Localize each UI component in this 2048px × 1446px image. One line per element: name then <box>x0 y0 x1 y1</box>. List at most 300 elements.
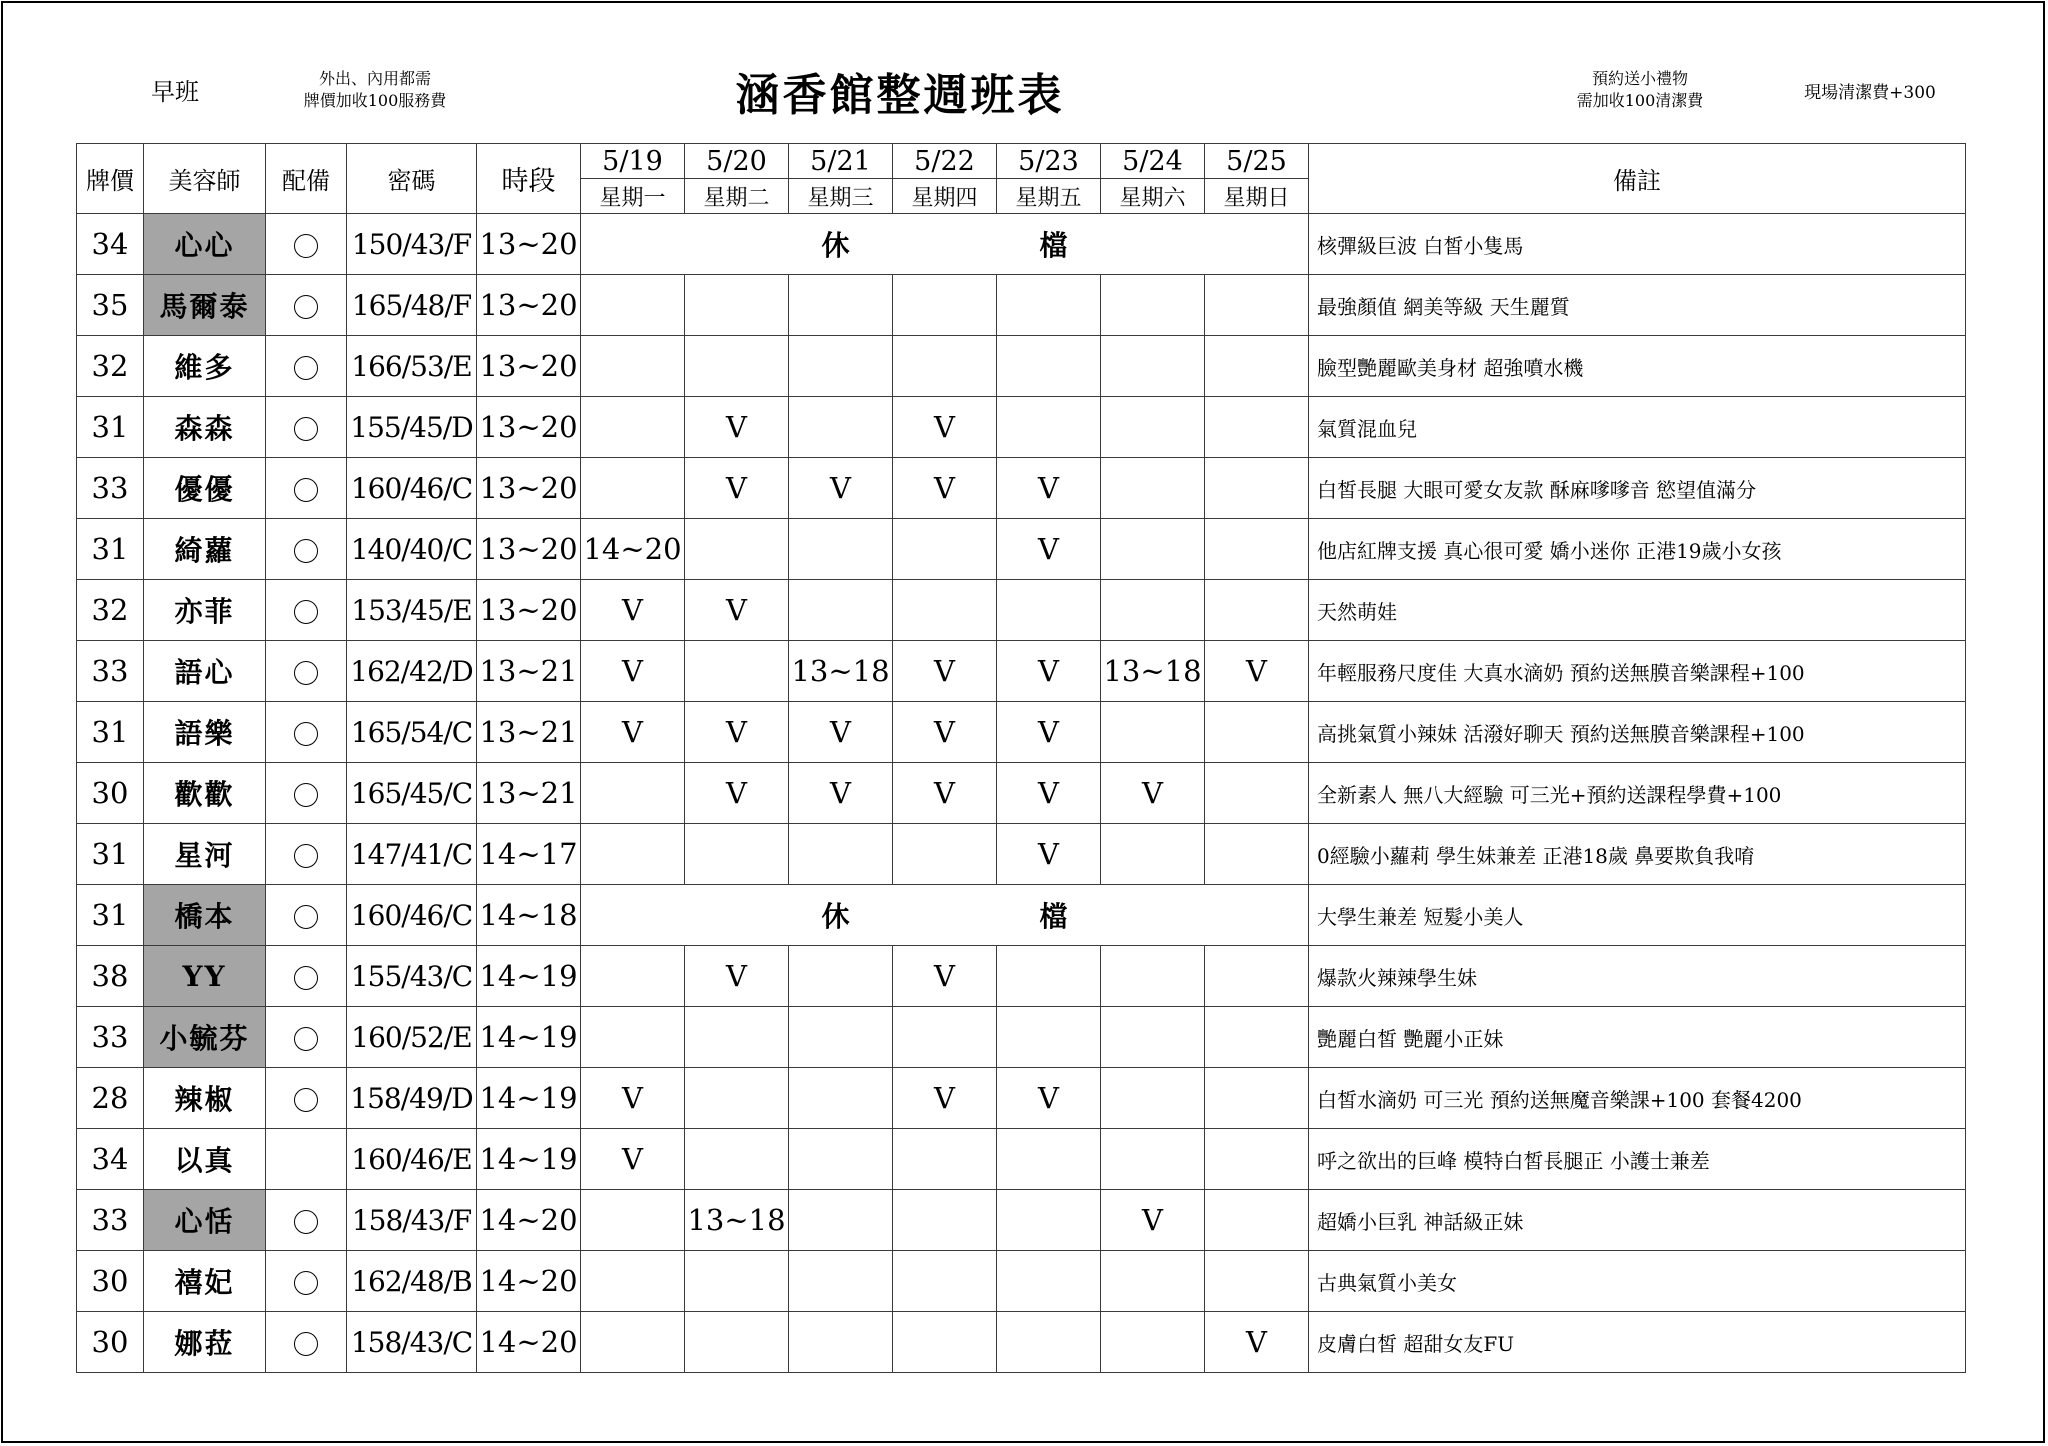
equip-cell <box>266 824 347 885</box>
circle-icon <box>294 417 318 441</box>
time-cell: 14~18 <box>477 885 581 946</box>
code-cell: 166/53/E <box>347 336 477 397</box>
cleaning-fee-note: 現場清潔費+300 <box>1804 83 1936 103</box>
day-cell: V <box>1101 763 1205 824</box>
day-cell <box>1101 458 1205 519</box>
header-row-dates <box>77 144 1966 179</box>
day-cell <box>997 1129 1101 1190</box>
time-cell: 14~17 <box>477 824 581 885</box>
code-cell: 165/54/C <box>347 702 477 763</box>
time-cell: 13~20 <box>477 519 581 580</box>
service-fee-note-line2: 牌價加收100服務費 <box>303 90 447 110</box>
remark-cell: 臉型艷麗歐美身材 超強噴水機 <box>1309 336 1966 397</box>
day-cell: V <box>789 702 893 763</box>
day-cell <box>1205 336 1309 397</box>
day-cell <box>1205 763 1309 824</box>
day-cell <box>1101 397 1205 458</box>
price-cell: 31 <box>77 397 144 458</box>
table-row <box>77 824 1966 885</box>
day-cell: V <box>997 824 1101 885</box>
remark-cell: 白皙長腿 大眼可愛女友款 酥麻嗲嗲音 慾望值滿分 <box>1309 458 1966 519</box>
price-cell: 34 <box>77 214 144 275</box>
day-cell <box>581 397 685 458</box>
beautician-name: 小毓芬 <box>144 1007 266 1068</box>
day-cell: 13~18 <box>685 1190 789 1251</box>
remark-cell: 氣質混血兒 <box>1309 397 1966 458</box>
day-cell: V <box>893 458 997 519</box>
code-cell: 158/43/F <box>347 1190 477 1251</box>
day-cell: V <box>685 763 789 824</box>
remark-cell: 古典氣質小美女 <box>1309 1251 1966 1312</box>
time-cell: 13~21 <box>477 641 581 702</box>
price-cell: 31 <box>77 702 144 763</box>
remark-cell: 爆款火辣辣學生妹 <box>1309 946 1966 1007</box>
col-weekday: 星期六 <box>1101 179 1205 214</box>
col-date: 5/20 <box>685 144 789 179</box>
day-cell <box>1205 580 1309 641</box>
day-cell <box>685 641 789 702</box>
page-title: 涵香館整週班表 <box>735 70 1065 121</box>
day-cell: V <box>685 458 789 519</box>
day-cell: V <box>893 702 997 763</box>
day-cell <box>1205 1068 1309 1129</box>
circle-icon <box>294 600 318 624</box>
circle-icon <box>294 539 318 563</box>
day-cell: V <box>789 763 893 824</box>
day-cell: 13~18 <box>789 641 893 702</box>
day-cell <box>997 275 1101 336</box>
equip-cell <box>266 1068 347 1129</box>
day-cell <box>685 519 789 580</box>
day-cell: V <box>1205 641 1309 702</box>
price-cell: 33 <box>77 458 144 519</box>
day-cell <box>685 1312 789 1373</box>
remark-cell: 超嬌小巨乳 神話級正妹 <box>1309 1190 1966 1251</box>
code-cell: 155/43/C <box>347 946 477 1007</box>
day-cell: V <box>893 641 997 702</box>
price-cell: 28 <box>77 1068 144 1129</box>
remark-cell: 呼之欲出的巨峰 模特白皙長腿正 小護士兼差 <box>1309 1129 1966 1190</box>
col-date: 5/24 <box>1101 144 1205 179</box>
day-cell <box>685 336 789 397</box>
day-cell <box>893 275 997 336</box>
price-cell: 33 <box>77 1007 144 1068</box>
table-row <box>77 641 1966 702</box>
beautician-name: 橋本 <box>144 885 266 946</box>
table-row <box>77 214 1966 275</box>
equip-cell <box>266 1251 347 1312</box>
day-cell <box>685 824 789 885</box>
day-cell <box>1205 1190 1309 1251</box>
day-cell <box>1101 275 1205 336</box>
day-cell <box>581 763 685 824</box>
day-cell <box>997 580 1101 641</box>
day-cell: V <box>685 397 789 458</box>
time-cell: 13~20 <box>477 397 581 458</box>
day-cell <box>789 1251 893 1312</box>
beautician-name: 亦菲 <box>144 580 266 641</box>
col-weekday: 星期一 <box>581 179 685 214</box>
day-cell <box>893 1312 997 1373</box>
code-cell: 162/42/D <box>347 641 477 702</box>
circle-icon <box>294 722 318 746</box>
price-cell: 31 <box>77 519 144 580</box>
beautician-name: 娜菈 <box>144 1312 266 1373</box>
remark-cell: 皮膚白皙 超甜女友FU <box>1309 1312 1966 1373</box>
time-cell: 14~19 <box>477 946 581 1007</box>
col-remark: 備註 <box>1309 144 1966 214</box>
circle-icon <box>294 661 318 685</box>
day-cell <box>1205 702 1309 763</box>
table-row <box>77 336 1966 397</box>
price-cell: 38 <box>77 946 144 1007</box>
time-cell: 14~20 <box>477 1190 581 1251</box>
table-row <box>77 1251 1966 1312</box>
day-cell <box>789 1190 893 1251</box>
col-equip: 配備 <box>266 144 347 214</box>
day-cell <box>1205 519 1309 580</box>
equip-cell <box>266 885 347 946</box>
beautician-name: 綺蘿 <box>144 519 266 580</box>
day-cell: V <box>997 702 1101 763</box>
day-cell <box>581 275 685 336</box>
code-cell: 160/52/E <box>347 1007 477 1068</box>
day-cell <box>1101 1068 1205 1129</box>
day-cell: V <box>581 641 685 702</box>
circle-icon <box>294 966 318 990</box>
day-cell <box>997 1312 1101 1373</box>
day-cell <box>1205 1251 1309 1312</box>
day-cell <box>581 946 685 1007</box>
circle-icon <box>294 478 318 502</box>
price-cell: 30 <box>77 1312 144 1373</box>
time-cell: 13~20 <box>477 580 581 641</box>
price-cell: 33 <box>77 1190 144 1251</box>
day-cell <box>789 824 893 885</box>
day-cell <box>581 1251 685 1312</box>
col-weekday: 星期五 <box>997 179 1101 214</box>
col-price: 牌價 <box>77 144 144 214</box>
day-cell <box>789 580 893 641</box>
remark-cell: 全新素人 無八大經驗 可三光+預約送課程學費+100 <box>1309 763 1966 824</box>
gift-note-line1: 預約送小禮物 <box>1591 69 1688 88</box>
price-cell: 30 <box>77 1251 144 1312</box>
equip-cell <box>266 763 347 824</box>
table-row <box>77 885 1966 946</box>
table-row <box>77 1312 1966 1373</box>
equip-cell <box>266 580 347 641</box>
equip-cell <box>266 1312 347 1373</box>
day-cell <box>997 397 1101 458</box>
day-cell: V <box>581 580 685 641</box>
equip-cell <box>266 397 347 458</box>
equip-cell <box>266 214 347 275</box>
price-cell: 34 <box>77 1129 144 1190</box>
day-cell <box>1101 580 1205 641</box>
day-cell <box>685 1068 789 1129</box>
table-row <box>77 1007 1966 1068</box>
remark-cell: 最強顏值 網美等級 天生麗質 <box>1309 275 1966 336</box>
day-cell <box>789 1129 893 1190</box>
day-cell <box>685 1129 789 1190</box>
equip-cell <box>266 336 347 397</box>
time-cell: 13~20 <box>477 458 581 519</box>
price-cell: 30 <box>77 763 144 824</box>
table-row <box>77 946 1966 1007</box>
day-cell: V <box>997 763 1101 824</box>
day-cell: 14~20 <box>581 519 685 580</box>
beautician-name: 心心 <box>144 214 266 275</box>
day-cell: V <box>893 397 997 458</box>
beautician-name: 心恬 <box>144 1190 266 1251</box>
circle-icon <box>294 1210 318 1234</box>
equip-cell <box>266 1190 347 1251</box>
day-cell <box>685 1251 789 1312</box>
day-cell <box>789 1068 893 1129</box>
day-cell: V <box>997 1068 1101 1129</box>
day-cell <box>581 458 685 519</box>
day-cell <box>893 1251 997 1312</box>
table-row <box>77 275 1966 336</box>
day-cell <box>997 1251 1101 1312</box>
price-cell: 32 <box>77 336 144 397</box>
col-date: 5/22 <box>893 144 997 179</box>
col-name: 美容師 <box>144 144 266 214</box>
equip-cell <box>266 946 347 1007</box>
day-cell: V <box>997 519 1101 580</box>
day-cell: V <box>893 763 997 824</box>
day-cell <box>789 336 893 397</box>
table-row <box>77 763 1966 824</box>
code-cell: 158/49/D <box>347 1068 477 1129</box>
circle-icon <box>294 234 318 258</box>
day-cell: V <box>789 458 893 519</box>
price-cell: 35 <box>77 275 144 336</box>
code-cell: 158/43/C <box>347 1312 477 1373</box>
table-row <box>77 397 1966 458</box>
remark-cell: 0經驗小蘿莉 學生妹兼差 正港18歲 鼻要欺負我唷 <box>1309 824 1966 885</box>
schedule-table <box>76 143 1966 1373</box>
col-weekday: 星期四 <box>893 179 997 214</box>
time-cell: 14~19 <box>477 1068 581 1129</box>
day-cell <box>1205 1129 1309 1190</box>
day-cell <box>1101 1129 1205 1190</box>
day-cell <box>581 336 685 397</box>
beautician-name: 馬爾泰 <box>144 275 266 336</box>
day-cell: V <box>581 1129 685 1190</box>
equip-cell <box>266 458 347 519</box>
rest-label-right: 檔 <box>1039 900 1068 933</box>
day-cell <box>789 275 893 336</box>
beautician-name: 維多 <box>144 336 266 397</box>
time-cell: 13~20 <box>477 336 581 397</box>
code-cell: 140/40/C <box>347 519 477 580</box>
remark-cell: 大學生兼差 短髮小美人 <box>1309 885 1966 946</box>
code-cell: 150/43/F <box>347 214 477 275</box>
code-cell: 160/46/C <box>347 458 477 519</box>
day-cell <box>789 1007 893 1068</box>
time-cell: 14~20 <box>477 1251 581 1312</box>
day-cell: V <box>997 458 1101 519</box>
code-cell: 165/45/C <box>347 763 477 824</box>
equip-cell <box>266 275 347 336</box>
table-row <box>77 580 1966 641</box>
remark-cell: 艷麗白皙 艷麗小正妹 <box>1309 1007 1966 1068</box>
beautician-name: 優優 <box>144 458 266 519</box>
col-time: 時段 <box>477 144 581 214</box>
shift-label: 早班 <box>151 78 199 106</box>
rest-label-left: 休 <box>821 900 850 933</box>
day-cell <box>997 336 1101 397</box>
circle-icon <box>294 356 318 380</box>
time-cell: 13~21 <box>477 763 581 824</box>
beautician-name: 語心 <box>144 641 266 702</box>
day-cell <box>893 1129 997 1190</box>
col-weekday: 星期二 <box>685 179 789 214</box>
circle-icon <box>294 1027 318 1051</box>
beautician-name: 森森 <box>144 397 266 458</box>
beautician-name: 歡歡 <box>144 763 266 824</box>
day-cell <box>1205 397 1309 458</box>
day-cell: V <box>1205 1312 1309 1373</box>
day-cell <box>581 1190 685 1251</box>
col-weekday: 星期日 <box>1205 179 1309 214</box>
day-cell <box>1205 824 1309 885</box>
time-cell: 13~21 <box>477 702 581 763</box>
day-cell <box>1101 824 1205 885</box>
day-cell <box>893 336 997 397</box>
code-cell: 153/45/E <box>347 580 477 641</box>
table-row <box>77 702 1966 763</box>
service-fee-note-line1: 外出、內用都需 <box>318 69 431 88</box>
day-cell: V <box>1101 1190 1205 1251</box>
code-cell: 155/45/D <box>347 397 477 458</box>
col-date: 5/25 <box>1205 144 1309 179</box>
day-cell <box>893 580 997 641</box>
beautician-name: 星河 <box>144 824 266 885</box>
code-cell: 160/46/C <box>347 885 477 946</box>
remark-cell: 核彈級巨波 白皙小隻馬 <box>1309 214 1966 275</box>
day-cell <box>789 519 893 580</box>
beautician-name: 辣椒 <box>144 1068 266 1129</box>
table-row <box>77 458 1966 519</box>
day-cell <box>685 1007 789 1068</box>
code-cell: 162/48/B <box>347 1251 477 1312</box>
equip-cell <box>266 702 347 763</box>
rest-cell <box>581 214 1309 275</box>
circle-icon <box>294 1332 318 1356</box>
day-cell <box>1101 336 1205 397</box>
day-cell <box>1101 1312 1205 1373</box>
day-cell: 13~18 <box>1101 641 1205 702</box>
equip-cell <box>266 519 347 580</box>
table-row <box>77 519 1966 580</box>
circle-icon <box>294 1271 318 1295</box>
code-cell: 160/46/E <box>347 1129 477 1190</box>
circle-icon <box>294 295 318 319</box>
day-cell <box>1205 1007 1309 1068</box>
day-cell <box>893 824 997 885</box>
day-cell: V <box>685 580 789 641</box>
col-code: 密碼 <box>347 144 477 214</box>
remark-cell: 白皙水滴奶 可三光 預約送無魔音樂課+100 套餐4200 <box>1309 1068 1966 1129</box>
price-cell: 31 <box>77 885 144 946</box>
price-cell: 32 <box>77 580 144 641</box>
day-cell <box>1205 458 1309 519</box>
table-row <box>77 1129 1966 1190</box>
remark-cell: 高挑氣質小辣妹 活潑好聊天 預約送無膜音樂課程+100 <box>1309 702 1966 763</box>
time-cell: 14~19 <box>477 1007 581 1068</box>
circle-icon <box>294 905 318 929</box>
price-cell: 33 <box>77 641 144 702</box>
col-date: 5/21 <box>789 144 893 179</box>
remark-cell: 年輕服務尺度佳 大真水滴奶 預約送無膜音樂課程+100 <box>1309 641 1966 702</box>
day-cell <box>789 946 893 1007</box>
day-cell <box>685 275 789 336</box>
table-row <box>77 1190 1966 1251</box>
circle-icon <box>294 844 318 868</box>
day-cell <box>1205 275 1309 336</box>
beautician-name: 以真 <box>144 1129 266 1190</box>
time-cell: 14~19 <box>477 1129 581 1190</box>
day-cell <box>789 1312 893 1373</box>
gift-note-line2: 需加收100清潔費 <box>1576 90 1704 110</box>
beautician-name: 語樂 <box>144 702 266 763</box>
code-cell: 147/41/C <box>347 824 477 885</box>
day-cell <box>893 1190 997 1251</box>
day-cell <box>1205 946 1309 1007</box>
day-cell: V <box>997 641 1101 702</box>
remark-cell: 天然萌娃 <box>1309 580 1966 641</box>
day-cell <box>581 1007 685 1068</box>
price-cell: 31 <box>77 824 144 885</box>
day-cell <box>1101 946 1205 1007</box>
circle-icon <box>294 783 318 807</box>
day-cell: V <box>685 946 789 1007</box>
day-cell <box>1101 1007 1205 1068</box>
table-body <box>77 214 1966 1373</box>
day-cell <box>997 1007 1101 1068</box>
table-row <box>77 1068 1966 1129</box>
time-cell: 14~20 <box>477 1312 581 1373</box>
service-fee-note <box>260 68 490 111</box>
day-cell <box>997 1190 1101 1251</box>
beautician-name: 禧妃 <box>144 1251 266 1312</box>
day-cell <box>581 824 685 885</box>
day-cell <box>581 1312 685 1373</box>
day-cell <box>1101 1251 1205 1312</box>
rest-label-right: 檔 <box>1039 229 1068 262</box>
day-cell: V <box>893 1068 997 1129</box>
day-cell <box>893 519 997 580</box>
remark-cell: 他店紅牌支援 真心很可愛 嬌小迷你 正港19歲小女孩 <box>1309 519 1966 580</box>
circle-icon <box>294 1088 318 1112</box>
rest-label-left: 休 <box>821 229 850 262</box>
equip-cell <box>266 1129 347 1190</box>
col-weekday: 星期三 <box>789 179 893 214</box>
day-cell <box>997 946 1101 1007</box>
equip-cell <box>266 641 347 702</box>
col-date: 5/23 <box>997 144 1101 179</box>
day-cell: V <box>581 702 685 763</box>
day-cell: V <box>685 702 789 763</box>
day-cell: V <box>893 946 997 1007</box>
day-cell <box>893 1007 997 1068</box>
day-cell <box>789 397 893 458</box>
col-date: 5/19 <box>581 144 685 179</box>
time-cell: 13~20 <box>477 214 581 275</box>
rest-cell <box>581 885 1309 946</box>
